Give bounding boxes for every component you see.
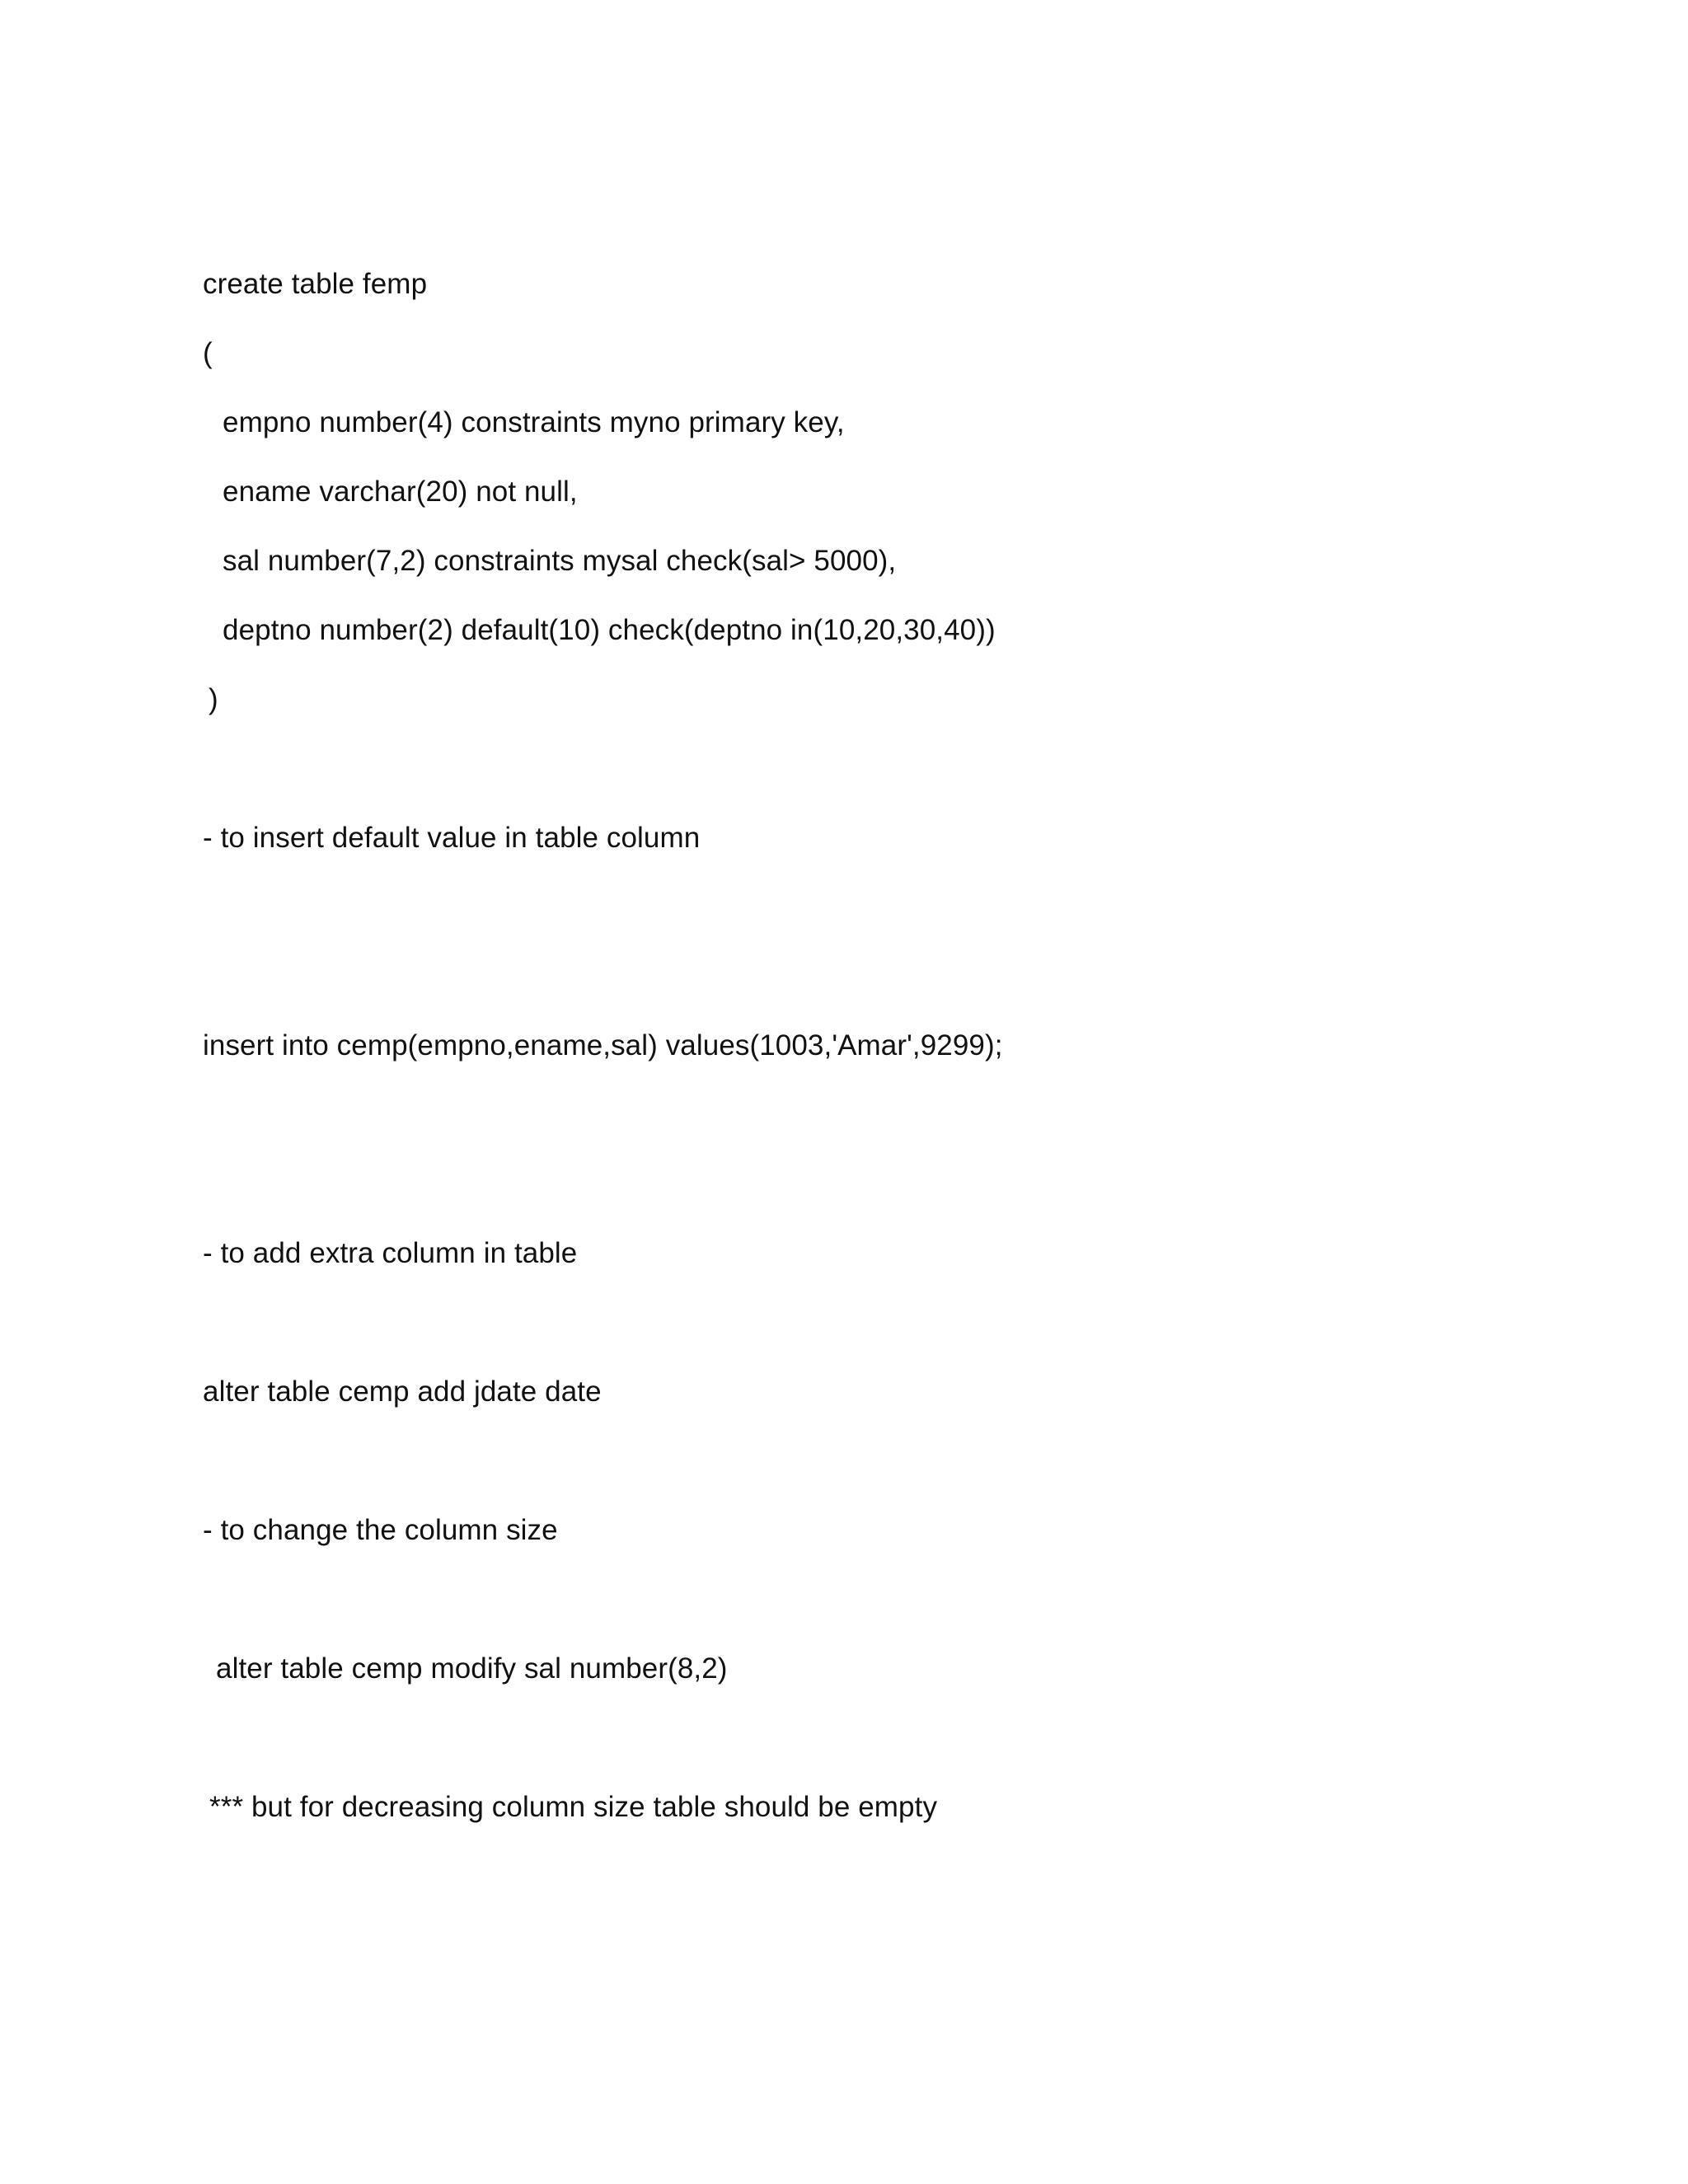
open-paren-line: (: [203, 337, 213, 369]
note-add-column: - to add extra column in table: [203, 1237, 578, 1269]
create-table-line: create table femp: [203, 268, 428, 300]
alter-modify-statement: alter table cemp modify sal number(8,2): [216, 1652, 728, 1685]
insert-statement: insert into cemp(empno,ename,sal) values(1003,'Amar',9299);: [203, 1029, 1003, 1062]
note-insert-default: - to insert default value in table column: [203, 822, 701, 854]
deptno-column-line: deptno number(2) default(10) check(deptno in(10,20,30,40)): [223, 614, 996, 646]
warning-note: *** but for decreasing column size table should be empty: [209, 1791, 938, 1823]
alter-add-statement: alter table cemp add jdate date: [203, 1376, 602, 1408]
note-change-size: - to change the column size: [203, 1514, 558, 1546]
sal-column-line: sal number(7,2) constraints mysal check(sal> 5000),: [223, 545, 897, 577]
empno-column-line: empno number(4) constraints myno primary key,: [223, 406, 845, 438]
close-paren-line: ): [209, 683, 218, 715]
ename-column-line: ename varchar(20) not null,: [223, 476, 578, 508]
